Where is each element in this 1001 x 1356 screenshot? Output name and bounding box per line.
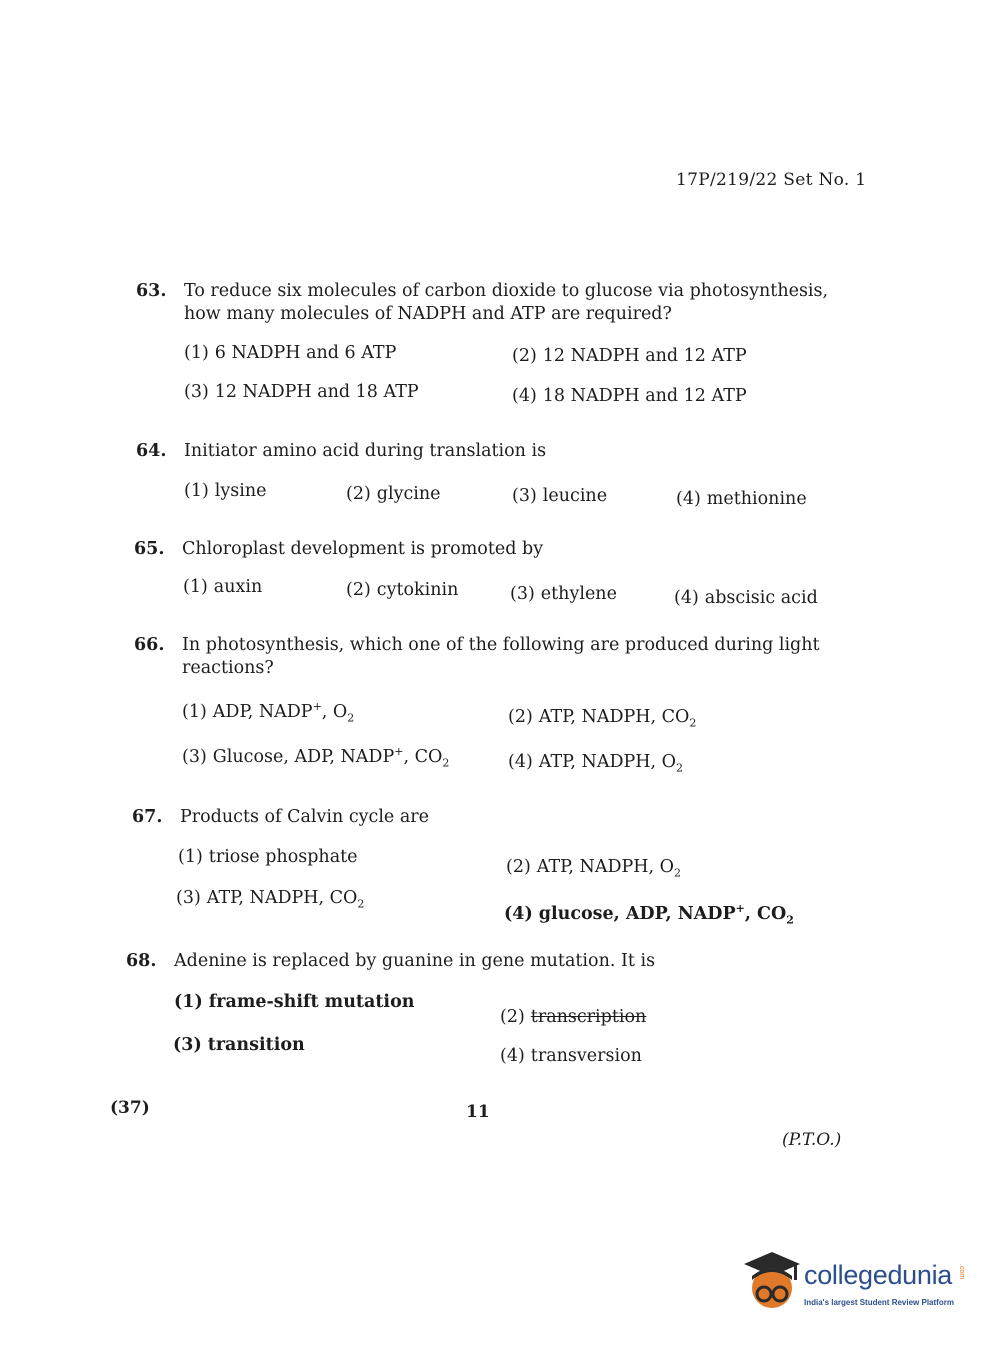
question-number: 63.: [136, 281, 167, 301]
option-68-1: (1) frame-shift mutation: [174, 992, 415, 1012]
option-67-1: (1) triose phosphate: [178, 847, 358, 867]
collegedunia-logo[interactable]: [742, 1250, 972, 1312]
option-66-3: (3) Glucose, ADP, NADP+, $CO_2$: [182, 745, 450, 770]
question-number: 64.: [136, 441, 167, 461]
question-number: 65.: [134, 539, 165, 559]
question-number: 67.: [132, 807, 163, 827]
option-63-4: (4) 18 NADPH and 12 ATP: [512, 386, 747, 406]
option-65-1: (1) auxin: [183, 577, 263, 597]
option-63-2: (2) 12 NADPH and 12 ATP: [512, 346, 747, 366]
question-text: In photosynthesis, which one of the following are produced during light reactions?: [182, 635, 820, 678]
paper-code: 17P/219/22 Set No. 1: [676, 170, 867, 190]
option-67-2: (2) ATP, NADPH, $O_2$: [506, 857, 681, 880]
option-67-4: (4) glucose, ADP, NADP+, $CO_2$: [504, 902, 794, 927]
option-63-3: (3) 12 NADPH and 18 ATP: [184, 382, 419, 402]
option-65-2: (2) cytokinin: [346, 580, 459, 600]
option-64-3: (3) leucine: [512, 486, 608, 506]
question-text: To reduce six molecules of carbon dioxide to glucose via photosynthesis, how many molecules of NADPH and ATP are required?: [184, 281, 829, 324]
option-68-2: (2) transcription: [500, 1007, 647, 1027]
option-65-4: (4) abscisic acid: [674, 588, 818, 608]
question-text: Initiator amino acid during translation is: [184, 441, 547, 461]
question-number: 68.: [126, 951, 157, 971]
option-66-2: (2) ATP, NADPH, $CO_2$: [508, 707, 697, 730]
question-text: Adenine is replaced by guanine in gene mutation. It is: [174, 951, 656, 971]
option-68-4: (4) transversion: [500, 1046, 642, 1066]
page-number: 11: [466, 1102, 490, 1122]
mascot-icon: [742, 1250, 802, 1312]
question-text: Chloroplast development is promoted by: [182, 539, 544, 559]
option-66-4: (4) ATP, NADPH, $O_2$: [508, 752, 683, 775]
option-65-3: (3) ethylene: [510, 584, 617, 604]
option-64-2: (2) glycine: [346, 484, 441, 504]
footer-code: (37): [110, 1098, 150, 1118]
question-text: Products of Calvin cycle are: [180, 807, 429, 827]
pto-label: (P.T.O.): [782, 1130, 842, 1150]
logo-tagline: India's largest Student Review Platform: [804, 1298, 954, 1307]
option-64-4: (4) methionine: [676, 489, 807, 509]
option-67-3: (3) ATP, NADPH, $CO_2$: [176, 888, 365, 911]
logo-name: collegedunia: [804, 1260, 953, 1290]
option-64-1: (1) lysine: [184, 481, 267, 501]
option-68-3: (3) transition: [173, 1035, 305, 1055]
question-number: 66.: [134, 635, 165, 655]
option-66-1: (1) ADP, NADP+, $O_2$: [182, 700, 355, 725]
logo-dotcom: .com: [958, 1264, 965, 1280]
option-63-1: (1) 6 NADPH and 6 ATP: [184, 343, 397, 363]
